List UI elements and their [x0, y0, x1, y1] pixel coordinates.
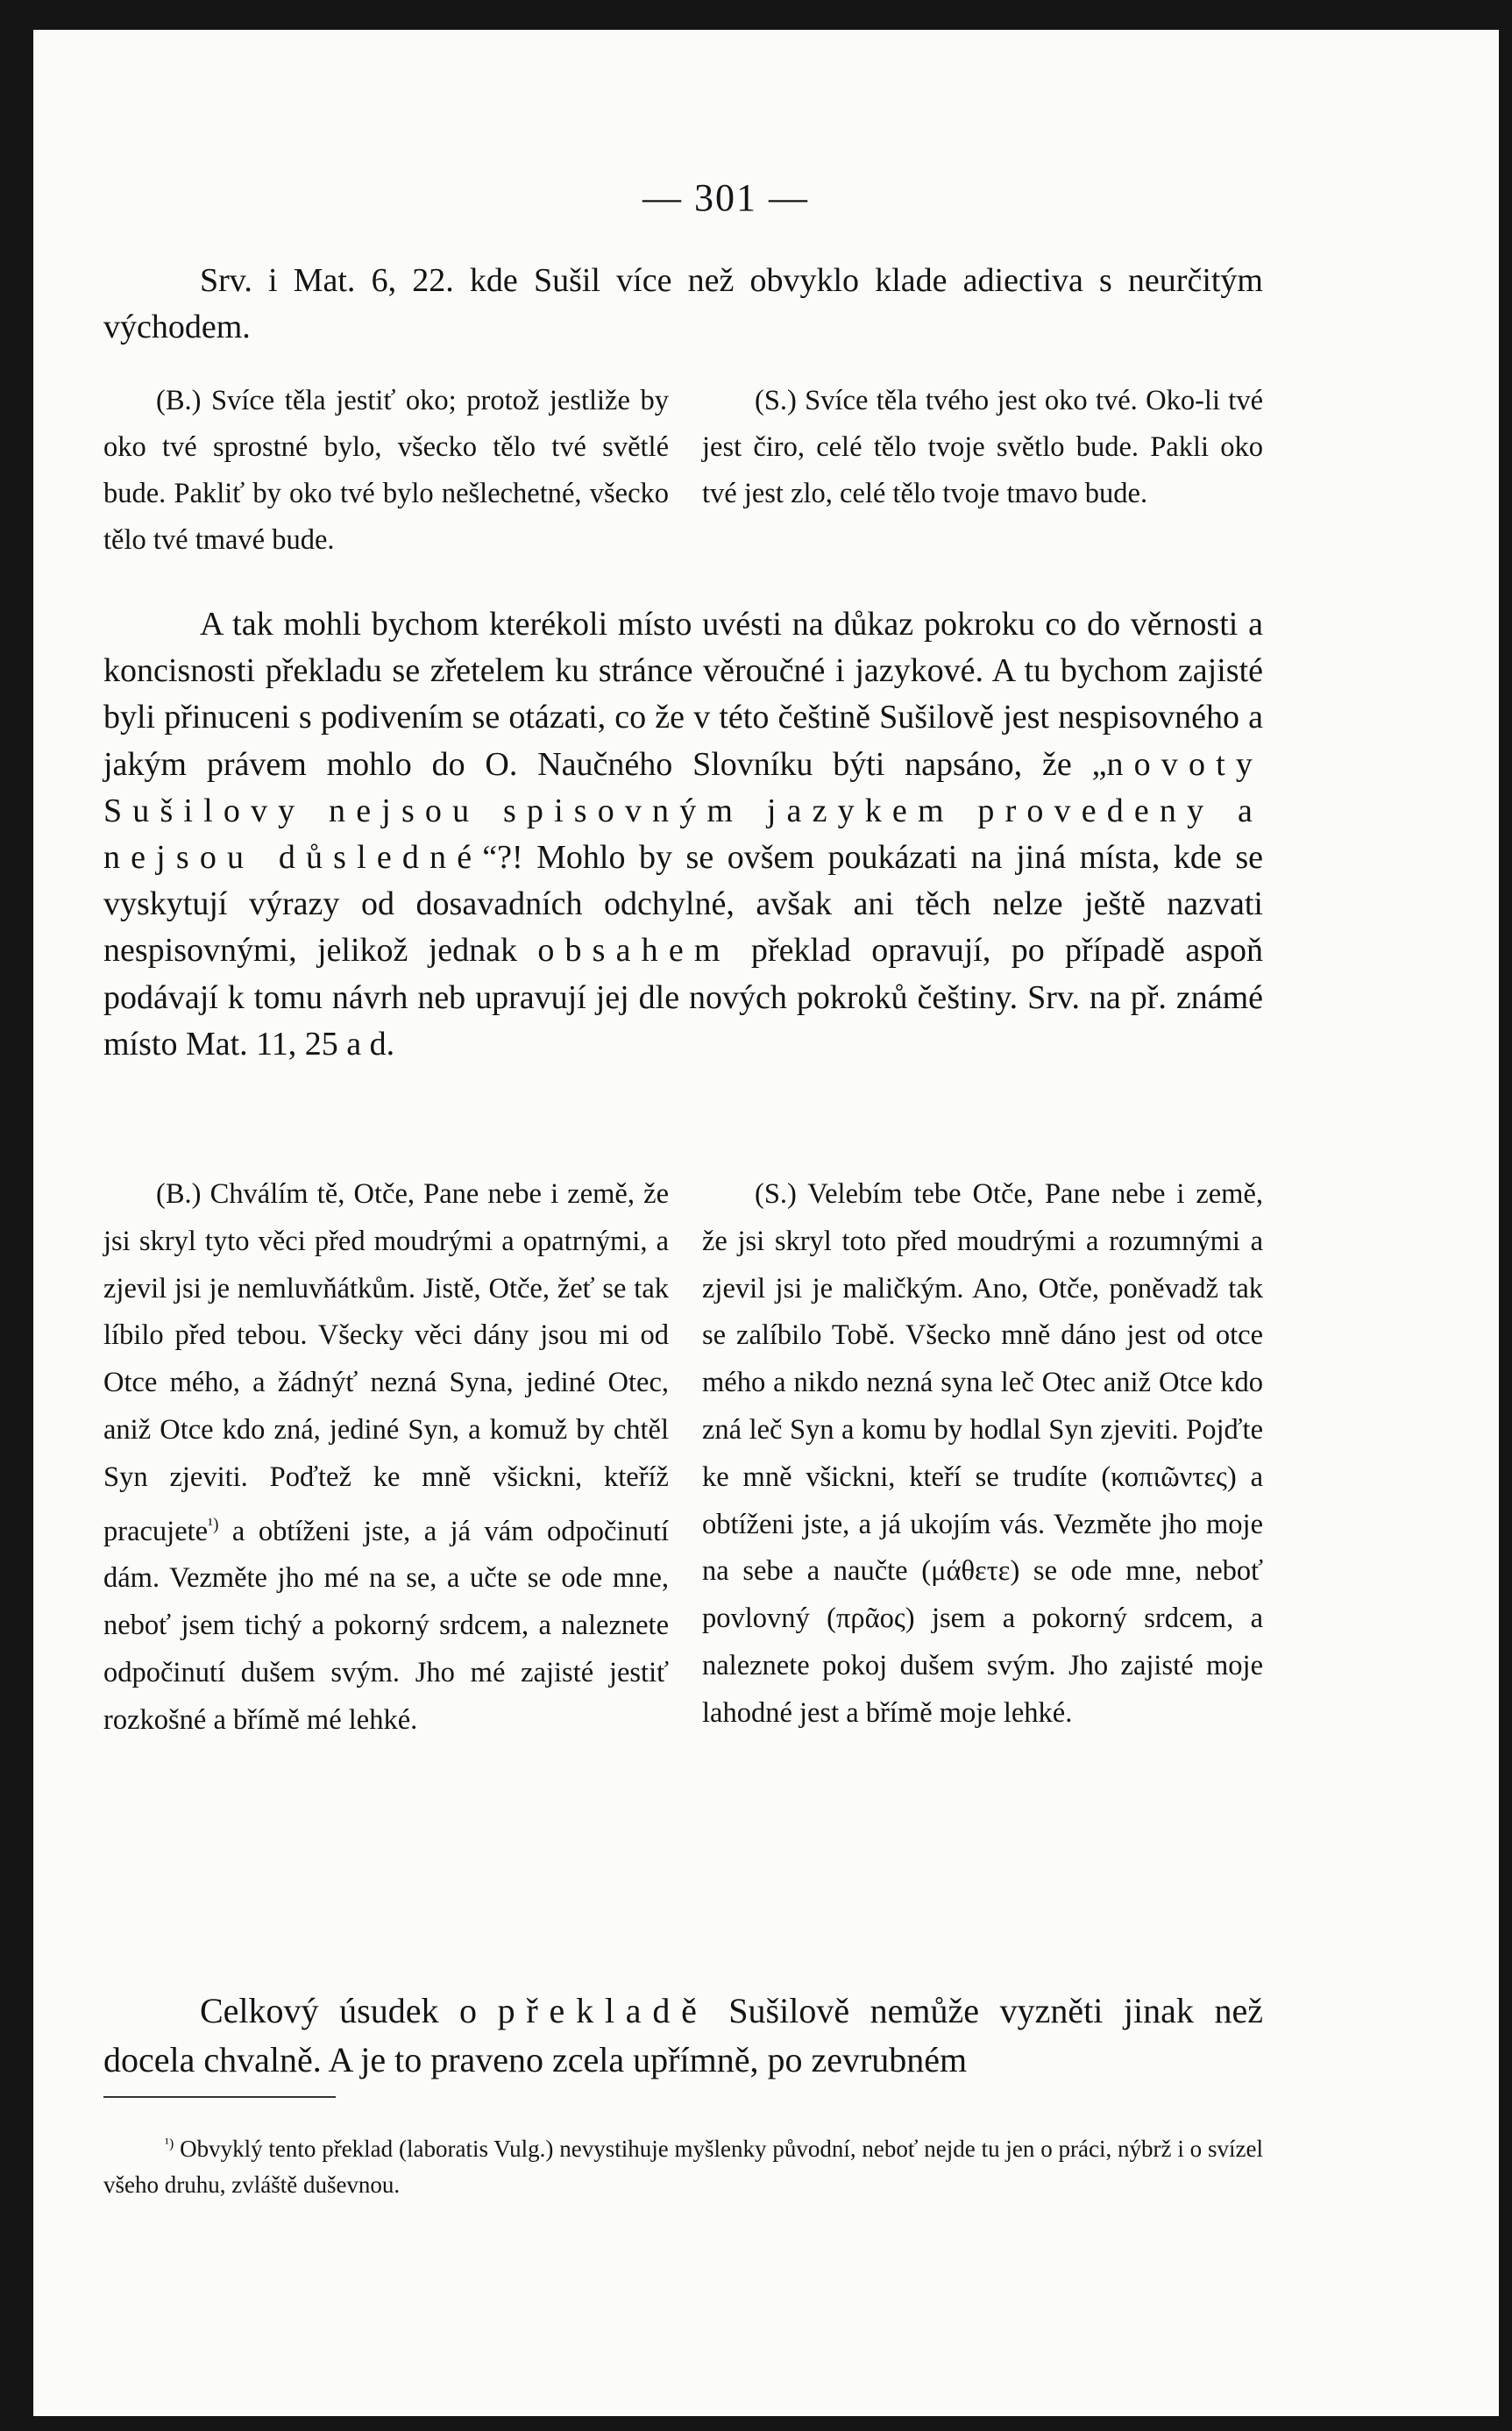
- intro-paragraph: Srv. i Mat. 6, 22. kde Sušil více než obvyklo klade adiectiva s neurčitým východem.: [103, 262, 1263, 346]
- spaced-word-prekladе: překladě: [497, 1991, 708, 2030]
- comparison-block-1: [103, 378, 1263, 597]
- closing-part2: Sušilově nemůže vyzněti jinak než docela chvalně. A je to praveno zcela upřímně, po zevrubném: [103, 1991, 1263, 2079]
- translation-s-text-2: (S.) Velebím tebe Otče, Pane nebe i země, že jsi skryl toto před moudrými a rozumnými a zjevil jsi je maličkým. Ano, Otče, poněvadž tak se zalíbilo Tobě. Všecko mně dáno jest od otce mého a nikdo nezná syna leč Otec aniž Otce kdo zná leč Syn a komu by hodlal Syn zjeviti. Pojďte ke mně všickni, kteří se trudíte (κοπιῶντες) a obtíženi jste, a já ukojím vás. Vezměte jho moje na sebe a naučte (μάθετε) se ode mne, neboť povlovný (πρᾶος) jsem a pokorný srdcem, a naleznete pokoj dušem svým. Jho zajisté moje lahodné jest a břímě moje lehké.: [702, 1178, 1263, 1729]
- translation-b-text-2-part2: a obtíženi jste, a já vám odpočinutí dám. Vezměte jho mé na se, a učte se ode mne, neboť jsem tichý a pokorný srdcem, a naleznete odpočinutí dušem svým. Jho mé zajisté jestiť rozkošné a břímě mé lehké.: [103, 1515, 669, 1736]
- translation-b-text-2: [103, 1171, 669, 1744]
- translation-b-column-2: [103, 1171, 669, 1744]
- translation-b-text-2-part1: (B.) Chválím tě, Otče, Pane nebe i země, že jsi skryl tyto věci před moudrými a opatrnými, a zjevil jsi je nemluvňátkům. Jistě, Otče, žeť se tak líbilo před tebou. Všecky věci dány jsou mi od Otce mého, a žádnýť nezná Syna, jediné Otec, aniž Otce kdo zná, jediné Syn, a komuž by chtěl Syn zjeviti. Poďtež ke mně všickni, kteříž pracujete: [103, 1178, 669, 1547]
- closing-paragraph: [103, 1987, 1263, 2085]
- translation-s-column-2: [702, 1171, 1263, 1738]
- spaced-quote: novoty Sušilovy nejsou spisovným jazykem provedeny a nejsou důsledné: [103, 745, 1263, 877]
- translation-b-text: (B.) Svíce těla jestiť oko; protož jestliže by oko tvé sprostné bylo, všecko tělo tvé světlé bude. Pakliť by oko tvé bylo nešlechetné, všecko tělo tvé tmavé bude.: [103, 385, 669, 556]
- footnote-mark: ¹): [165, 2136, 174, 2151]
- footnote: [103, 2126, 1263, 2203]
- spaced-word-obsahem: obsahem: [537, 932, 731, 970]
- translation-s-text: (S.) Svíce těla tvého jest oko tvé. Oko-li tvé jest čiro, celé tělo tvoje světlo bude. Pakli oko tvé jest zlo, celé tělo tvoje tmavo bude.: [702, 385, 1263, 509]
- translation-s-column: [702, 378, 1263, 517]
- translation-b-column: [103, 378, 669, 564]
- main-paragraph-part2: “?! Mohlo by se ovšem poukázati na jiná místa, kde se vyskytují výrazy od dosavadních odchylné, avšak ani těch nelze ještě nazvati nespisovnými, jelikož jednak: [103, 839, 1263, 970]
- comparison-block-2: [103, 1171, 1263, 1991]
- footnote-reference: ¹): [208, 1515, 219, 1534]
- page-number: — 301 —: [642, 176, 809, 219]
- footnote-text: Obvyklý tento překlad (laboratis Vulg.) nevystihuje myšlenky původní, neboť nejde tu jen o práci, nýbrž i o svízel všeho druhu, zvláště duševnou.: [103, 2136, 1263, 2198]
- main-paragraph-part1: A tak mohli bychom kterékoli místo uvésti na důkaz pokroku co do věrnosti a koncisnosti překladu se zřetelem ku stránce věroučné i jazykové. A tu bychom zajisté byli přinuceni s podivením se otázati, co že v této češtině Sušilově jest nespisovného a jakým právem mohlo do O. Naučného Slovníku býti napsáno, že „: [103, 606, 1263, 783]
- main-paragraph: [103, 601, 1263, 1068]
- scanned-page: [33, 30, 1499, 2416]
- closing-part1: Celkový úsudek o: [200, 1991, 498, 2030]
- footnote-divider: [103, 2096, 336, 2098]
- main-paragraph-part3: překlad opravují, po případě aspoň podávají k tomu návrh neb upravují jej dle nových pokroků češtiny. Srv. na př. známé místo Mat. 11, 25 a d.: [103, 932, 1263, 1063]
